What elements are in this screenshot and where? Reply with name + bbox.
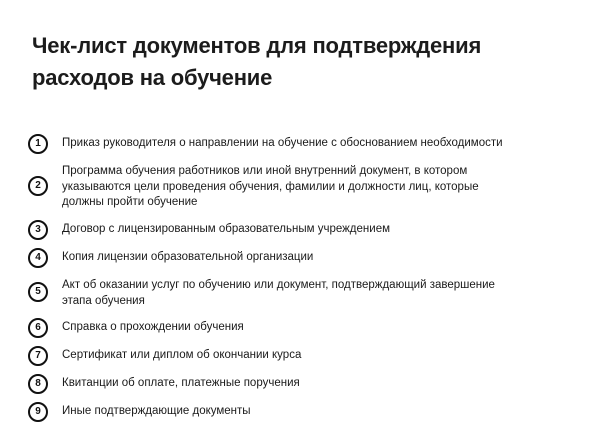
number-badge: 3: [28, 220, 48, 240]
list-item-text: Справка о прохождении обучения: [62, 321, 244, 333]
page-title: [32, 30, 572, 94]
title-line-2: расходов на обучение: [32, 65, 273, 90]
title-line-1: Чек-лист документов для подтверждения: [32, 33, 482, 58]
list-item-text: Программа обучения работников или иной внутренний документ, в котором указываются цели проведения обучения, фамилии и должности лиц, которые должны пройти обучение: [62, 165, 479, 208]
list-item-text: Договор с лицензированным образовательным учреждением: [62, 223, 390, 235]
list-item-text: Копия лицензии образовательной организации: [62, 251, 314, 263]
list-item-text: Сертификат или диплом об окончании курса: [62, 349, 302, 361]
number-badge: 4: [28, 248, 48, 268]
number-badge: 5: [28, 282, 48, 302]
list-item-text: Иные подтверждающие документы: [62, 405, 251, 417]
number-badge: 6: [28, 318, 48, 338]
list-item-text: Акт об оказании услуг по обучению или документ, подтверждающий завершение этапа обучения: [62, 279, 495, 307]
number-badge: 7: [28, 346, 48, 366]
list-item-text: Квитанции об оплате, платежные поручения: [62, 377, 300, 389]
number-badge: 8: [28, 374, 48, 394]
number-badge: 2: [28, 176, 48, 196]
number-badge: 9: [28, 402, 48, 422]
list-item-text: Приказ руководителя о направлении на обучение с обоснованием необходимости: [62, 137, 503, 149]
number-badge: 1: [28, 134, 48, 154]
